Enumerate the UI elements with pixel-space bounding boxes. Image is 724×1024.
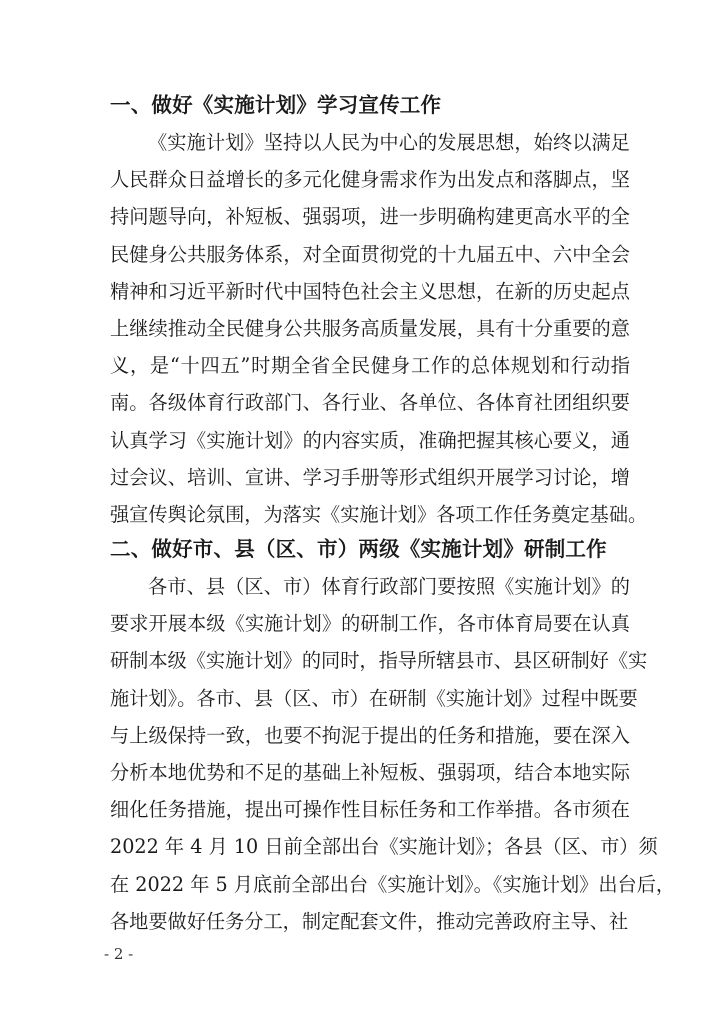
paragraph-line: 精神和习近平新时代中国特色社会主义思想，在新的历史起点 <box>110 279 630 303</box>
paragraph-line: 细化任务措施，提出可操作性目标任务和工作举措。各市须在 <box>110 798 630 822</box>
paragraph-line: 要求开展本级《实施计划》的研制工作，各市体育局要在认真 <box>110 612 630 636</box>
paragraph-line: 分析本地优势和不足的基础上补短板、强弱项，结合本地实际 <box>110 760 630 784</box>
paragraph-line: 上继续推动全民健身公共服务高质量发展，具有十分重要的意 <box>110 316 630 340</box>
paragraph-line: 南。各级体育行政部门、各行业、各单位、各体育社团组织要 <box>110 391 630 415</box>
section-1-paragraph <box>110 124 648 533</box>
paragraph-line: 与上级保持一致，也要不拘泥于提出的任务和措施，要在深入 <box>110 723 630 747</box>
paragraph-line: 认真学习《实施计划》的内容实质，准确把握其核心要义，通 <box>110 428 630 452</box>
paragraph-line: 2022 年 4 月 10 日前全部出台《实施计划》；各县（区、市）须 <box>110 835 658 859</box>
paragraph-line: 民健身公共服务体系，对全面贯彻党的十九届五中、六中全会 <box>110 242 630 266</box>
paragraph-line: 持问题导向，补短板、强弱项，进一步明确构建更高水平的全 <box>110 205 630 229</box>
section-2-paragraph <box>110 568 676 940</box>
paragraph-line: 在 2022 年 5 月底前全部出台《实施计划》。《实施计划》出台后， <box>110 872 676 896</box>
paragraph-line: 强宣传舆论氛围，为落实《实施计划》各项工作任务奠定基础。 <box>110 502 648 526</box>
page-number: - 2 - <box>104 945 134 963</box>
section-1-heading: 一、做好《实施计划》学习宣传工作 <box>110 93 442 117</box>
paragraph-line: 《实施计划》坚持以人民为中心的发展思想，始终以满足 <box>148 131 630 154</box>
paragraph-line: 研制本级《实施计划》的同时，指导所辖县市、县区研制好《实 <box>110 649 648 673</box>
paragraph-line: 过会议、培训、宣讲、学习手册等形式组织开展学习讨论，增 <box>110 465 630 489</box>
paragraph-line: 各地要做好任务分工，制定配套文件，推动完善政府主导、社 <box>110 909 629 933</box>
paragraph-line: 人民群众日益增长的多元化健身需求作为出发点和落脚点，坚 <box>110 168 630 192</box>
paragraph-line: 施计划》。各市、县（区、市）在研制《实施计划》过程中既要 <box>110 686 638 710</box>
section-2-heading: 二、做好市、县（区、市）两级《实施计划》研制工作 <box>110 537 607 561</box>
paragraph-line: 各市、县（区、市）体育行政部门要按照《实施计划》的 <box>148 575 630 598</box>
paragraph-line: 义，是“十四五”时期全省全民健身工作的总体规划和行动指 <box>110 354 630 378</box>
